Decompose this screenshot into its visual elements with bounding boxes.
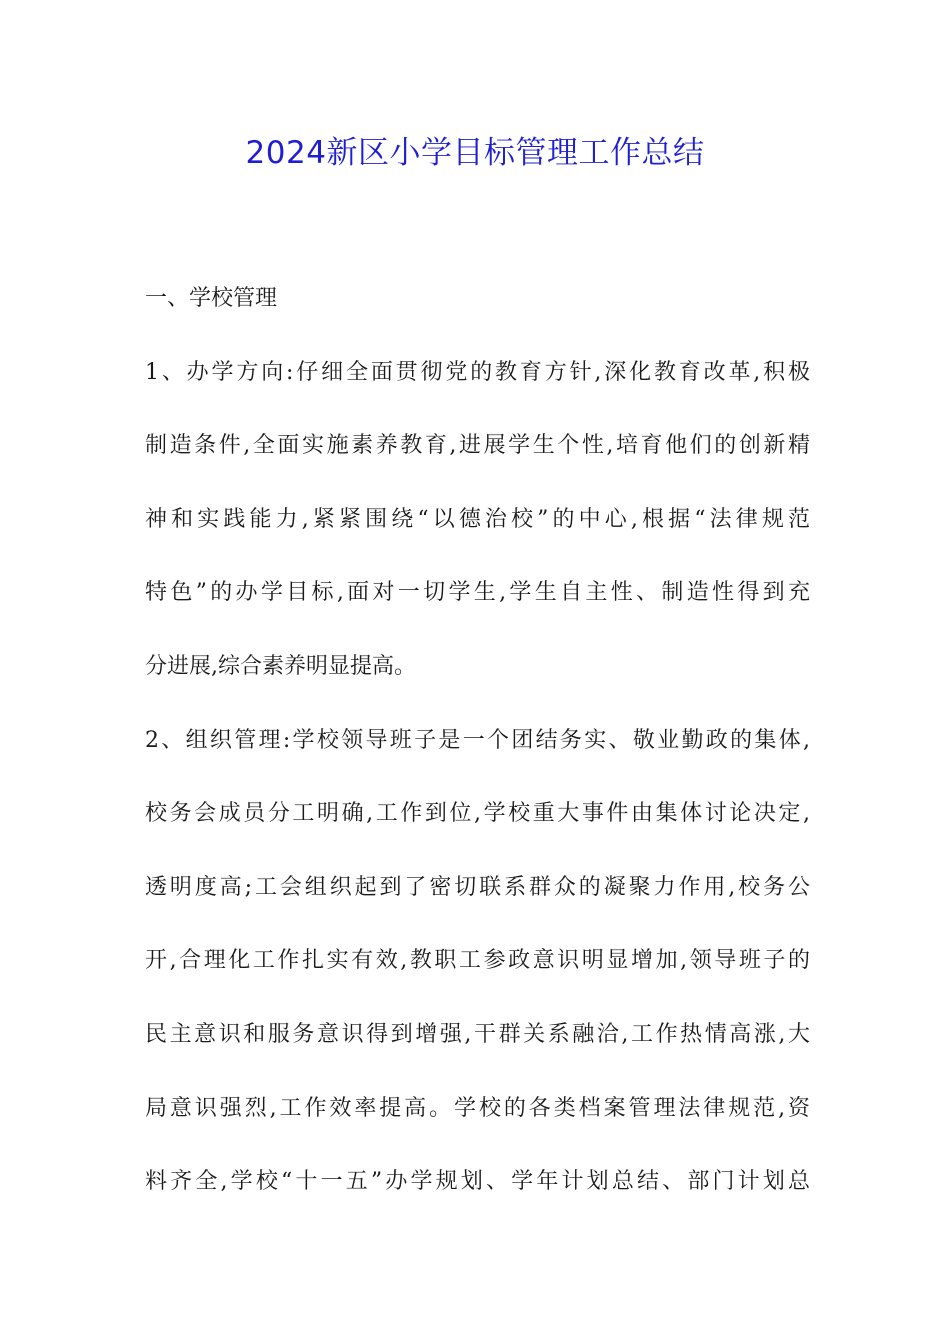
paragraph-line: 1、办学方向:仔细全面贯彻党的教育方针,深化教育改革,积极 <box>145 359 810 385</box>
paragraph-line: 分进展,综合素养明显提高。 <box>145 653 416 679</box>
section-heading: 一、学校管理 <box>145 286 278 311</box>
paragraph-line: 民主意识和服务意识得到增强,干群关系融洽,工作热情高涨,大 <box>145 1021 810 1047</box>
paragraph-line: 制造条件,全面实施素养教育,进展学生个性,培育他们的创新精 <box>145 433 810 459</box>
paragraph-line: 开,合理化工作扎实有效,教职工参政意识明显增加,领导班子的 <box>145 948 810 974</box>
paragraph-line: 2、组织管理:学校领导班子是一个团结务实、敬业勤政的集体, <box>145 727 810 753</box>
document-title: 2024新区小学目标管理工作总结 <box>245 135 705 171</box>
paragraph-line: 校务会成员分工明确,工作到位,学校重大事件由集体讨论决定, <box>145 801 810 827</box>
paragraph-line: 特色”的办学目标,面对一切学生,学生自主性、制造性得到充 <box>145 580 810 606</box>
paragraph-line: 局意识强烈,工作效率提高。学校的各类档案管理法律规范,资 <box>145 1095 810 1121</box>
paragraph-line: 料齐全,学校“十一五”办学规划、学年计划总结、部门计划总 <box>145 1169 810 1195</box>
document-body <box>145 262 810 1219</box>
paragraph-line: 神和实践能力,紧紧围绕“以德治校”的中心,根据“法律规范 <box>145 506 810 532</box>
paragraph-line: 透明度高;工会组织起到了密切联系群众的凝聚力作用,校务公 <box>145 874 810 900</box>
